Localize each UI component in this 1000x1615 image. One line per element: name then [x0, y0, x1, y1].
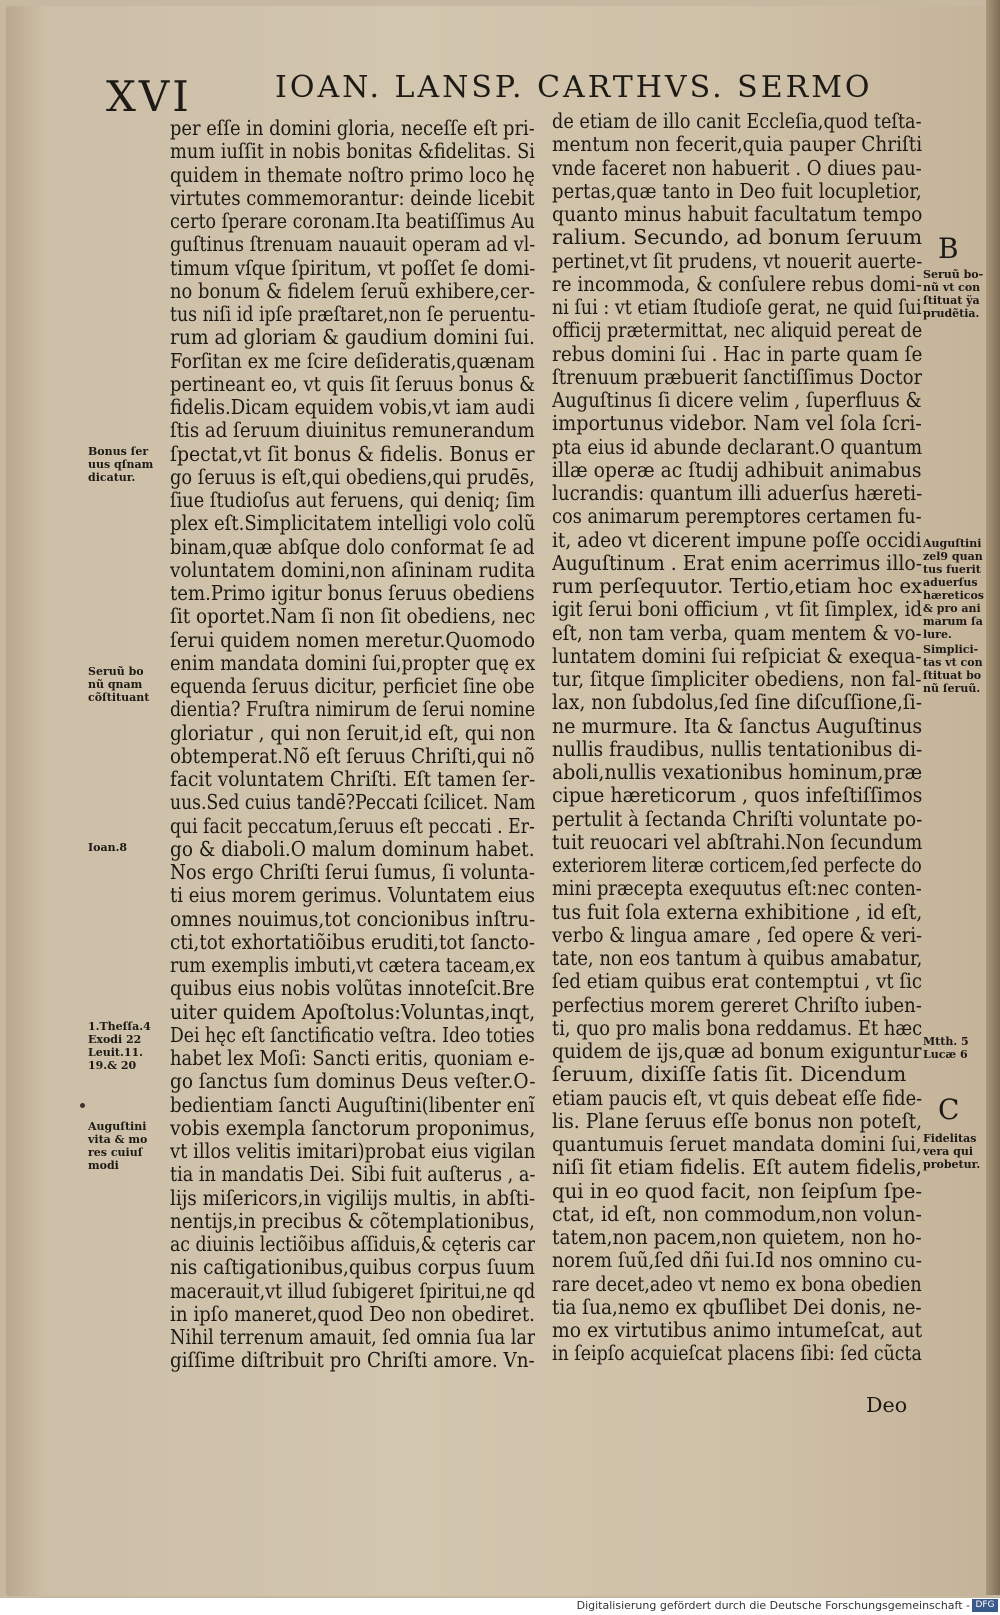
text-line: vobis exempla ſanctorum proponimus,: [170, 1116, 535, 1140]
text-line: ſiue ſtudioſus aut feruens, qui deniq; ſim: [170, 489, 535, 512]
left-margin-note-4: [88, 1020, 168, 1072]
margin-line: probetur.: [923, 1158, 981, 1171]
text-line: tatem,non pacem,non quietem, non ho-: [552, 1226, 922, 1249]
right-margin-note-4: [923, 1035, 998, 1061]
text-line: Auguſtinus ſi dicere velim , ſuperfluus &: [552, 389, 922, 412]
text-line: ne murmure. Ita & ſanctus Auguſtinus: [552, 714, 922, 738]
margin-line: zel9 quan: [923, 550, 983, 563]
text-line: per eſſe in domini gloria, neceſſe eſt pri-: [170, 117, 535, 140]
text-line: go ſanctus ſum dominus Deus veſter.O-: [170, 1070, 535, 1094]
margin-line: 1.Theſſa.4: [88, 1020, 151, 1033]
margin-line: Bonus ſer: [88, 445, 149, 458]
text-line: igit ſerui boni officium , vt ſit ſimplex, id: [552, 598, 922, 622]
margin-line: lure.: [923, 628, 952, 641]
text-line: tur, ſitque ſimpliciter obediens, non fal-: [552, 668, 922, 691]
margin-line: Auguſtini: [88, 1120, 147, 1133]
text-line: quidem in themate noſtro primo loco hę: [170, 163, 535, 187]
margin-line: tas vt con: [923, 656, 983, 669]
ink-blot: [80, 1103, 85, 1108]
text-line: pertinet,vt ſit prudens, vt nouerit auerte-: [552, 249, 922, 273]
text-line: quidem de ijs,quæ ad bonum exiguntur: [552, 1040, 922, 1063]
text-line: dientia? Fruſtra nimirum de ſerui nomine: [170, 698, 535, 722]
text-line: ſtis ad ſeruum diuinitus remunerandum: [170, 419, 535, 443]
margin-line: modi: [88, 1159, 119, 1172]
margin-line: Simplici-: [923, 643, 979, 656]
text-line: nis caſtigationibus,quibus corpus ſuum: [170, 1256, 535, 1280]
margin-line: vera qui: [923, 1145, 974, 1158]
text-line: cos animarum peremptores certamen fu-: [552, 505, 922, 529]
text-line: re incommoda, & conſulere rebus domi-: [552, 272, 922, 296]
margin-line: Ioan.8: [88, 841, 128, 854]
margin-line: dicatur.: [88, 471, 136, 484]
text-line: tia ſua,nemo ex qbuſlibet Dei donis, ne-: [552, 1295, 922, 1319]
text-line: tia in mandatis Dei. Sibi fuit auſterus , a-: [170, 1163, 535, 1187]
margin-line: nũ qnam: [88, 678, 143, 691]
text-line: luntatem domini ſui reſpiciat & exequa-: [552, 644, 922, 668]
text-line: giſſime diſtribuit pro Chriſti amore. Vn-: [170, 1349, 535, 1373]
text-line: officij prætermittat, nec aliquid pereat de: [552, 319, 922, 343]
text-line: ti, quo pro malis bona reddamus. Et hæc: [552, 1016, 922, 1040]
text-line: tuit reuocari vel abſtrahi.Non ſecundum: [552, 830, 922, 854]
digitization-footer: [0, 1598, 1000, 1615]
text-line: rare decet,adeo vt nemo ex bona obedien: [552, 1272, 922, 1296]
text-line: qui in eo quod facit, non ſeipſum ſpe-: [552, 1179, 922, 1203]
page-edge: [986, 0, 1000, 1595]
text-line: pertineant eo, vt quis ſit ſeruus bonus &: [170, 372, 535, 396]
text-line: ſit oportet.Nam ſi non ſit obediens, nec: [170, 605, 535, 629]
text-line: ſpectat,vt ſit bonus & fidelis. Bonus er: [170, 442, 535, 466]
text-line: lucrandis: quantum illi aduerſus hæreti-: [552, 482, 922, 505]
margin-line: Exodi 22: [88, 1033, 142, 1046]
text-line: ac diuinis lectiõibus aſſiduis,& cęteris car: [170, 1233, 535, 1256]
text-line: Nos ergo Chriſti ſerui ſumus, ſi volunta-: [170, 861, 535, 884]
text-line: importunus videbor. Nam vel ſola ſcri-: [552, 412, 922, 436]
footer-credit: Digitalisierung gefördert durch die Deutsche Forschungsgemeinschaft -: [576, 1599, 970, 1612]
section-letter-c: C: [938, 1093, 960, 1126]
margin-line: Auguſtini: [923, 537, 982, 550]
text-line: quantumuis ſeruet mandata domini ſui,: [552, 1133, 922, 1156]
text-line: lax, non ſubdolus,ſed ſine diſcuſſione,ſi-: [552, 691, 922, 715]
margin-line: prudẽtia.: [923, 307, 980, 320]
text-line: ſed etiam quibus erat contemptui , vt ſic: [552, 970, 922, 994]
margin-line: & pro ani: [923, 602, 981, 615]
text-line: vnde faceret non habuerit . O diues pau-: [552, 156, 922, 180]
text-line: obtemperat.Nõ eſt ſeruus Chriſti,qui nõ: [170, 744, 535, 768]
text-line: Forſitan ex me ſcire deſideratis,quænam: [170, 349, 535, 373]
right-margin-note-2: [923, 537, 998, 641]
left-margin-note-5: [88, 1120, 168, 1172]
text-line: nullis fraudibus, nullis tentationibus di-: [552, 737, 922, 761]
margin-line: Seruũ bo: [88, 665, 144, 678]
margin-line: res cuiuſ: [88, 1146, 143, 1159]
text-line: certo ſperare coronam.Ita beatiſſimus Au: [170, 210, 535, 233]
text-line: fidelis.Dicam equidem vobis,vt iam audi: [170, 396, 535, 419]
text-line: in ipſo maneret,quod Deo non obediret.: [170, 1302, 535, 1326]
text-line: virtutes commemorantur: deinde licebit: [170, 186, 535, 210]
margin-line: aduerſus: [923, 576, 978, 589]
text-line: lijs miſericors,in vigilijs multis, in abſti-: [170, 1186, 535, 1210]
text-line: mum iuſſit in nobis bonitas &fidelitas. Si: [170, 140, 535, 164]
text-line: bedientiam ſancti Auguſtini(libenter enĩ: [170, 1093, 535, 1117]
text-line: etiam paucis eſt, vt quis debeat eſſe fide-: [552, 1086, 922, 1110]
text-line: pertulit à ſectanda Chriſti voluntate po-: [552, 807, 922, 831]
right-margin-note-3: [923, 643, 998, 695]
section-letter-b: B: [938, 232, 959, 265]
text-line: ni ſui : vt etiam ſtudioſe gerat, ne quid ſui: [552, 296, 922, 319]
text-line: habet lex Moſi: Sancti eritis, quoniam e-: [170, 1047, 535, 1070]
margin-line: ſtituat ÿa: [923, 294, 980, 307]
text-line: cti,tot exhortatiõibus eruditi,tot ſancto-: [170, 930, 535, 954]
text-line: ſtrenuum præbuerit ſanctiſſimus Doctor: [552, 365, 922, 389]
margin-line: cõſtituant: [88, 691, 150, 704]
text-line: quibus eius nobis volũtas innoteſcit.Bre: [170, 977, 535, 1001]
folio-number: XVI: [106, 72, 192, 121]
catchword: Deo: [866, 1393, 908, 1417]
text-line: go & diaboli.O malum dominum habet.: [170, 837, 535, 861]
right-margin-note-5: [923, 1132, 998, 1171]
margin-line: marum ſa: [923, 615, 983, 628]
text-line: perfectius morem gereret Chriſto iuben-: [552, 993, 922, 1017]
left-margin-note-1: [88, 445, 168, 484]
text-line: aboli,nullis vexationibus hominum,præ: [552, 761, 922, 784]
text-line: verbo & lingua amare , ſed opere & veri-: [552, 923, 922, 947]
margin-line: 19.& 20: [88, 1059, 137, 1072]
text-line: nentijs,in precibus & cõtemplationibus,: [170, 1209, 535, 1233]
margin-line: Leuit.11.: [88, 1046, 143, 1059]
margin-line: vita & mo: [88, 1133, 148, 1146]
text-line: ctat, id eſt, non commodum,non volun-: [552, 1202, 922, 1226]
text-line: mini præcepta exequutus eſt:nec conten-: [552, 877, 922, 901]
margin-line: tus fuerit: [923, 563, 981, 576]
text-line: de etiam de illo canit Eccleſia,quod teſta-: [552, 110, 922, 133]
text-line: guſtinus ſtrenuam nauauit operam ad vl-: [170, 233, 535, 257]
text-line: pta eius id abunde declarant.O quantum: [552, 435, 922, 459]
text-line: timum vſque ſpiritum, vt poſſet ſe domi-: [170, 256, 535, 280]
text-line: cipue hæreticorum , quos infeſtiſſimos: [552, 784, 922, 808]
text-line: in ſeipſo acquieſcat placens ſibi: ſed cũcta: [552, 1342, 922, 1366]
text-line: qui facit peccatum,ſeruus eſt peccati . Er-: [170, 814, 535, 838]
text-line: tus fuit ſola externa exhibitione , id eſt,: [552, 900, 922, 924]
text-line: Auguſtinum . Erat enim acerrimus illo-: [552, 551, 922, 575]
margin-line: uus qſnam: [88, 458, 154, 471]
text-line: lis. Plane ſeruus eſſe bonus non poteſt,: [552, 1109, 922, 1133]
text-line: voluntatem domini,non aſininam rudita: [170, 558, 535, 582]
text-line: no bonum & fidelem ſeruũ exhibere,cer-: [170, 279, 535, 303]
left-margin-note-3: [88, 841, 168, 854]
text-line: gloriatur , qui non ſeruit,id eſt, qui non: [170, 721, 535, 745]
text-line: tem.Primo igitur bonus ſeruus obediens: [170, 582, 535, 605]
text-line: uus.Sed cuius tandē?Peccati ſcilicet. Nam: [170, 791, 535, 815]
text-line: tus niſi id ipſe præſtaret,non ſe peruentu-: [170, 303, 535, 326]
margin-line: Lucæ 6: [923, 1048, 968, 1061]
text-line: norem ſuũ,ſed dñi ſui.Id nos omnino cu-: [552, 1249, 922, 1273]
margin-line: hæreticos: [923, 589, 985, 602]
text-line: facit voluntatem Chriſti. Eſt tamen ſer-: [170, 768, 535, 791]
text-line: Dei hęc eſt ſanctificatio veſtra. Ideo toties: [170, 1023, 535, 1047]
left-text-column: [170, 117, 535, 1373]
text-line: tate, non eos tantum à quibus amabatur,: [552, 947, 922, 970]
text-line: rebus domini ſui . Hac in parte quam ſe: [552, 342, 922, 366]
text-line: omnes nouimus,tot concionibus inſtru-: [170, 907, 535, 931]
text-line: mentum non fecerit,quia pauper Chriſti: [552, 133, 922, 157]
text-line: ti eius morem gerimus. Voluntatem eius: [170, 884, 535, 908]
text-line: plex eſt.Simplicitatem intelligi volo colũ: [170, 512, 535, 536]
text-line: mo ex virtutibus animo intumeſcat, aut: [552, 1319, 922, 1342]
text-line: ſeruum, dixiſſe ſatis ſit. Dicendum: [552, 1063, 907, 1087]
text-line: macerauit,vt illud ſubigeret ſpiritui,ne qd: [170, 1279, 535, 1303]
margin-line: Mtth. 5: [923, 1035, 969, 1048]
text-line: pertas,quæ tanto in Deo fuit locupletior,: [552, 179, 922, 203]
margin-line: ſtituat bo: [923, 669, 982, 682]
margin-line: nũ ſeruũ.: [923, 682, 981, 695]
text-line: quanto minus habuit facultatum tempo: [552, 203, 922, 226]
text-line: Nihil terrenum amauit, ſed omnia ſua lar: [170, 1326, 535, 1349]
text-line: ſerui quidem nomen meretur.Quomodo: [170, 628, 535, 652]
text-line: illæ operæ ac ſtudij adhibuit animabus: [552, 458, 922, 482]
text-line: binam,quæ abſque dolo conformat ſe ad: [170, 535, 535, 559]
dfg-logo: DFG: [972, 1599, 998, 1612]
margin-line: nũ vt con: [923, 281, 981, 294]
text-line: enim mandata domini ſui,propter quę ex: [170, 651, 535, 675]
text-line: rum exemplis imbuti,vt cætera taceam,ex: [170, 954, 535, 977]
text-line: ralium. Secundo, ad bonum ſeruum: [552, 226, 922, 250]
text-line: rum perſequutor. Tertio,etiam hoc ex: [552, 575, 922, 598]
text-line: eſt, non tam verba, quam mentem & vo-: [552, 621, 922, 645]
text-line: equenda ſeruus dicitur, perficiet ſine obe: [170, 675, 535, 698]
text-line: rum ad gloriam & gaudium domini ſui.: [170, 326, 535, 350]
right-text-column: [552, 110, 922, 1366]
running-title: IOAN. LANSP. CARTHVS. SERMO: [275, 70, 873, 105]
text-line: uiter quidem Apoſtolus:Voluntas,inqt,: [170, 1000, 535, 1024]
text-line: vt illos velitis imitari)probat eius vigilan: [170, 1140, 535, 1163]
text-line: it, adeo vt dicerent impune poſſe occidi: [552, 528, 922, 552]
margin-line: Seruũ bo-: [923, 268, 984, 281]
right-margin-note-1: [923, 268, 998, 320]
text-line: go ſeruus is eſt,qui obediens,qui prudēs,: [170, 465, 535, 489]
text-line: niſi ſit etiam fidelis. Eſt autem fidelis,: [552, 1156, 922, 1180]
margin-line: Fidelitas: [923, 1132, 977, 1145]
text-line: exteriorem literæ corticem,ſed perfecte do: [552, 854, 922, 877]
left-margin-note-2: [88, 665, 168, 704]
